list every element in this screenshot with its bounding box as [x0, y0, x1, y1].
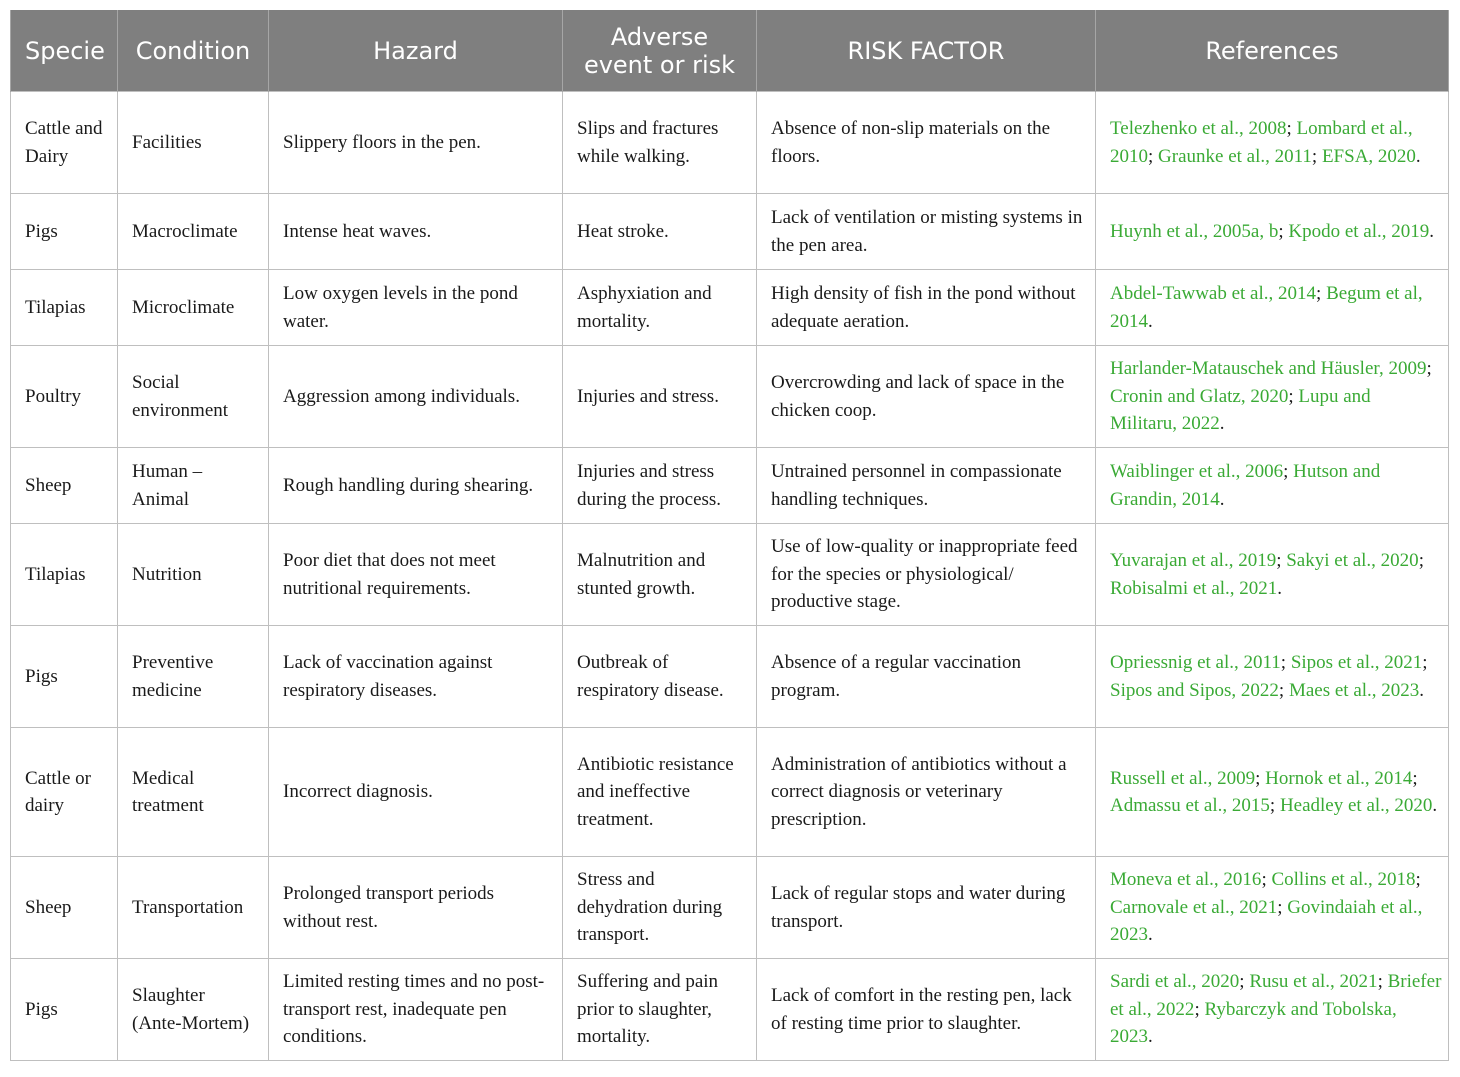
- table-row: [11, 857, 1449, 959]
- risk-factor-table: [10, 10, 1449, 1061]
- cell-adverse-event: Malnutrition and stunted growth.: [563, 524, 757, 626]
- cell-condition: Medical treatment: [118, 728, 269, 857]
- reference-link[interactable]: Rybarczyk and Tobolska, 2023: [1110, 998, 1397, 1048]
- reference-link[interactable]: Rusu et al., 2021: [1249, 971, 1378, 993]
- reference-link[interactable]: Moneva et al., 2016: [1110, 869, 1262, 891]
- header-condition: Condition: [118, 10, 269, 92]
- table-container: [10, 10, 1449, 1061]
- cell-references: Yuvarajan et al., 2019; Sakyi et al., 2020; Robisalmi et al., 2021.: [1096, 524, 1449, 626]
- cell-risk-factor: Lack of ventilation or misting systems in the pen area.: [757, 194, 1096, 270]
- table-row: [11, 728, 1449, 857]
- cell-condition: Transportation: [118, 857, 269, 959]
- table-row: [11, 194, 1449, 270]
- table-row: [11, 270, 1449, 346]
- reference-link[interactable]: Telezhenko et al., 2008: [1110, 118, 1287, 139]
- reference-link[interactable]: Kpodo et al., 2019: [1288, 220, 1430, 242]
- reference-link[interactable]: Lupu and Militaru, 2022: [1110, 385, 1371, 435]
- cell-specie: Tilapias: [11, 270, 118, 346]
- reference-link[interactable]: Hornok et al., 2014: [1265, 767, 1413, 789]
- cell-hazard: Limited resting times and no post-transport rest, inadequate pen conditions.: [269, 959, 563, 1061]
- cell-references: Russell et al., 2009; Hornok et al., 2014; Admassu et al., 2015; Headley et al., 2020.: [1096, 728, 1449, 857]
- cell-hazard: Poor diet that does not meet nutritional requirements.: [269, 524, 563, 626]
- cell-condition: Slaughter (Ante-Mortem): [118, 959, 269, 1061]
- cell-adverse-event: Heat stroke.: [563, 194, 757, 270]
- cell-condition: Microclimate: [118, 270, 269, 346]
- reference-link[interactable]: Govindaiah et al., 2023: [1110, 896, 1423, 946]
- cell-hazard: Slippery floors in the pen.: [269, 92, 563, 194]
- cell-references: Sardi et al., 2020; Rusu et al., 2021; Briefer et al., 2022; Rybarczyk and Tobolska, 2023.: [1096, 959, 1449, 1061]
- header-references: References: [1096, 10, 1449, 92]
- cell-condition: Social environment: [118, 346, 269, 448]
- reference-link[interactable]: Maes et al., 2023: [1288, 679, 1420, 701]
- cell-risk-factor: Lack of regular stops and water during transport.: [757, 857, 1096, 959]
- reference-link[interactable]: Sipos et al., 2021: [1290, 652, 1423, 673]
- cell-hazard: Prolonged transport periods without rest.: [269, 857, 563, 959]
- reference-link[interactable]: Graunke et al., 2011: [1158, 145, 1312, 167]
- reference-link[interactable]: Sipos and Sipos, 2022: [1110, 679, 1279, 701]
- cell-specie: Pigs: [11, 626, 118, 728]
- cell-hazard: Aggression among individuals.: [269, 346, 563, 448]
- cell-condition: Macroclimate: [118, 194, 269, 270]
- cell-references: Waiblinger et al., 2006; Hutson and Grandin, 2014.: [1096, 448, 1449, 524]
- cell-hazard: Lack of vaccination against respiratory diseases.: [269, 626, 563, 728]
- cell-specie: Tilapias: [11, 524, 118, 626]
- cell-hazard: Low oxygen levels in the pond water.: [269, 270, 563, 346]
- cell-specie: Sheep: [11, 448, 118, 524]
- table-row: [11, 524, 1449, 626]
- cell-specie: Pigs: [11, 959, 118, 1061]
- cell-specie: Cattle or dairy: [11, 728, 118, 857]
- cell-references: Telezhenko et al., 2008; Lombard et al., 2010; Graunke et al., 2011; EFSA, 2020.: [1096, 92, 1449, 194]
- reference-link[interactable]: EFSA, 2020: [1321, 145, 1416, 167]
- cell-adverse-event: Injuries and stress.: [563, 346, 757, 448]
- cell-risk-factor: High density of fish in the pond without adequate aeration.: [757, 270, 1096, 346]
- reference-link[interactable]: Hutson and Grandin, 2014: [1110, 461, 1381, 510]
- reference-link[interactable]: Opriessnig et al., 2011: [1110, 652, 1281, 673]
- reference-link[interactable]: Lombard et al., 2010: [1110, 118, 1413, 167]
- cell-references: Huynh et al., 2005a, b; Kpodo et al., 2019.: [1096, 194, 1449, 270]
- reference-link[interactable]: Russell et al., 2009: [1110, 767, 1256, 789]
- cell-adverse-event: Stress and dehydration during transport.: [563, 857, 757, 959]
- table-row: [11, 448, 1449, 524]
- cell-references: Moneva et al., 2016; Collins et al., 2018; Carnovale et al., 2021; Govindaiah et al., 2023.: [1096, 857, 1449, 959]
- cell-adverse-event: Injuries and stress during the process.: [563, 448, 757, 524]
- cell-specie: Poultry: [11, 346, 118, 448]
- cell-condition: Preventive medicine: [118, 626, 269, 728]
- reference-link[interactable]: Cronin and Glatz, 2020: [1110, 385, 1289, 407]
- reference-link[interactable]: Yuvarajan et al., 2019: [1110, 550, 1277, 571]
- cell-risk-factor: Lack of comfort in the resting pen, lack of resting time prior to slaughter.: [757, 959, 1096, 1061]
- reference-link[interactable]: Headley et al., 2020: [1279, 795, 1433, 816]
- reference-link[interactable]: Briefer et al., 2022: [1110, 971, 1442, 1020]
- cell-specie: Cattle and Dairy: [11, 92, 118, 194]
- reference-link[interactable]: Waiblinger et al., 2006: [1110, 461, 1284, 482]
- reference-link[interactable]: Abdel-Tawwab et al., 2014: [1110, 283, 1317, 304]
- header-risk-factor: RISK FACTOR: [757, 10, 1096, 92]
- cell-condition: Human – Animal: [118, 448, 269, 524]
- reference-link[interactable]: Sakyi et al., 2020: [1286, 550, 1419, 571]
- cell-condition: Facilities: [118, 92, 269, 194]
- cell-adverse-event: Antibiotic resistance and ineffective treatment.: [563, 728, 757, 857]
- reference-link[interactable]: Sardi et al., 2020: [1110, 971, 1240, 993]
- cell-specie: Sheep: [11, 857, 118, 959]
- header-hazard: Hazard: [269, 10, 563, 92]
- reference-link[interactable]: Begum et al, 2014: [1110, 283, 1423, 332]
- reference-link[interactable]: Collins et al., 2018: [1271, 869, 1416, 891]
- reference-link[interactable]: Robisalmi et al., 2021: [1110, 577, 1278, 599]
- cell-specie: Pigs: [11, 194, 118, 270]
- cell-risk-factor: Use of low-quality or inappropriate feed for the species or physiological/ productive stage.: [757, 524, 1096, 626]
- reference-link[interactable]: Huynh et al., 2005a, b: [1110, 220, 1279, 242]
- header-row: [11, 10, 1449, 92]
- cell-references: Abdel-Tawwab et al., 2014; Begum et al, 2014.: [1096, 270, 1449, 346]
- cell-risk-factor: Untrained personnel in compassionate handling techniques.: [757, 448, 1096, 524]
- table-row: [11, 346, 1449, 448]
- cell-hazard: Intense heat waves.: [269, 194, 563, 270]
- cell-hazard: Rough handling during shearing.: [269, 448, 563, 524]
- reference-link[interactable]: Admassu et al., 2015: [1110, 795, 1270, 816]
- cell-hazard: Incorrect diagnosis.: [269, 728, 563, 857]
- cell-references: Opriessnig et al., 2011; Sipos et al., 2021; Sipos and Sipos, 2022; Maes et al., 2023.: [1096, 626, 1449, 728]
- cell-references: Harlander-Matauschek and Häusler, 2009; Cronin and Glatz, 2020; Lupu and Militaru, 2022.: [1096, 346, 1449, 448]
- cell-condition: Nutrition: [118, 524, 269, 626]
- cell-adverse-event: Slips and fractures while walking.: [563, 92, 757, 194]
- cell-risk-factor: Administration of antibiotics without a correct diagnosis or veterinary prescription.: [757, 728, 1096, 857]
- table-row: [11, 959, 1449, 1061]
- table-row: [11, 626, 1449, 728]
- cell-risk-factor: Absence of a regular vaccination program.: [757, 626, 1096, 728]
- cell-adverse-event: Asphyxiation and mortality.: [563, 270, 757, 346]
- header-specie: Specie: [11, 10, 118, 92]
- header-adverse-event: Adverse event or risk: [563, 10, 757, 92]
- reference-link[interactable]: Harlander-Matauschek and Häusler, 2009: [1110, 358, 1427, 380]
- reference-link[interactable]: Carnovale et al., 2021: [1110, 896, 1278, 918]
- table-body: [11, 92, 1449, 1061]
- cell-adverse-event: Suffering and pain prior to slaughter, mortality.: [563, 959, 757, 1061]
- table-row: [11, 92, 1449, 194]
- cell-adverse-event: Outbreak of respiratory disease.: [563, 626, 757, 728]
- cell-risk-factor: Absence of non-slip materials on the floors.: [757, 92, 1096, 194]
- cell-risk-factor: Overcrowding and lack of space in the chicken coop.: [757, 346, 1096, 448]
